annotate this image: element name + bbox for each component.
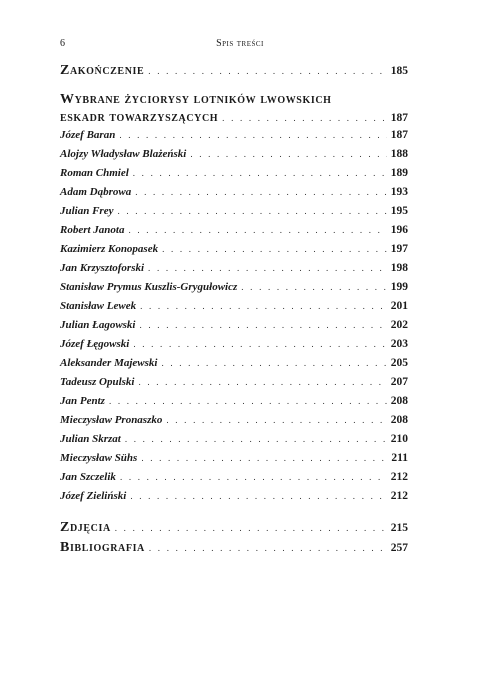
toc-entry [60, 167, 408, 179]
leader-dots [109, 396, 387, 406]
toc-entry-bibliografia [60, 540, 408, 556]
toc-entry-zakonczenie [60, 63, 408, 79]
entry-name: Józef Łęgowski [60, 338, 130, 350]
page-number: 6 [60, 38, 65, 49]
toc-page-number: 187 [390, 112, 408, 124]
leader-dots [119, 130, 386, 140]
leader-dots [117, 206, 386, 216]
toc-entry [60, 471, 408, 483]
running-title: Spis treści [216, 38, 264, 49]
toc-page-number: 205 [390, 357, 408, 369]
entry-name: Jan Krzysztoforski [60, 262, 145, 274]
entry-name: Stanisław Prymus Kuszlis-Grygułowicz [60, 281, 238, 293]
leader-dots [133, 168, 387, 178]
leader-dots [148, 263, 387, 273]
toc-page-number: 198 [390, 262, 408, 274]
toc-entry-title: Zdjęcia [60, 520, 111, 535]
toc-page-number: 201 [390, 300, 408, 312]
entry-name: Tadeusz Opulski [60, 376, 135, 388]
leader-dots [128, 225, 386, 235]
toc-page-number: 208 [390, 395, 408, 407]
entry-name: Julian Skrzat [60, 433, 121, 445]
toc-entry [60, 395, 408, 407]
toc-page-number: 187 [390, 129, 408, 141]
toc-page-number: 207 [390, 376, 408, 388]
entry-name: Aleksander Majewski [60, 357, 158, 369]
toc-page-number: 257 [390, 542, 408, 554]
leader-dots [166, 415, 386, 425]
toc-page-number: 208 [390, 414, 408, 426]
toc-entry [60, 224, 408, 236]
leader-dots [125, 434, 387, 444]
toc-page-number: 211 [391, 452, 408, 464]
toc-entry [60, 262, 408, 274]
toc-page-number: 215 [390, 522, 408, 534]
toc-entry [60, 129, 408, 141]
toc-page-number: 188 [390, 148, 408, 160]
entry-name: Mieczysław Pronaszko [60, 414, 163, 426]
entry-name: Julian Frey [60, 205, 114, 217]
entry-name: Jan Pentz [60, 395, 105, 407]
leader-dots [135, 187, 387, 197]
entry-name: Józef Zieliński [60, 490, 127, 502]
leader-dots [133, 339, 386, 349]
leader-dots [148, 66, 386, 76]
toc-page-number: 197 [390, 243, 408, 255]
leader-dots [130, 491, 386, 501]
entry-name: Robert Janota [60, 224, 125, 236]
leader-dots [241, 282, 386, 292]
entry-name: Alojzy Władysław Blażeński [60, 148, 187, 160]
toc-page-number: 202 [390, 319, 408, 331]
toc-page-number: 203 [390, 338, 408, 350]
toc-entry [60, 357, 408, 369]
leader-dots [140, 301, 387, 311]
leader-dots [120, 472, 387, 482]
toc-entry [60, 300, 408, 312]
leader-dots [162, 244, 387, 254]
leader-dots [149, 543, 387, 553]
toc-entry [60, 281, 408, 293]
page-header [60, 38, 420, 52]
toc-page-number: 185 [390, 65, 408, 77]
leader-dots [161, 358, 386, 368]
toc-entry [60, 433, 408, 445]
toc-page-number: 212 [390, 471, 408, 483]
toc-entry-title: Zakończenie [60, 63, 145, 78]
section-title-row [60, 110, 408, 126]
toc-page-number: 193 [390, 186, 408, 198]
toc-page-number: 196 [390, 224, 408, 236]
toc-entry [60, 243, 408, 255]
toc-entry [60, 452, 408, 464]
section-title-line1: Wybrane życiorysy lotników lwowskich [60, 92, 332, 107]
leader-dots [115, 523, 387, 533]
entry-name: Julian Łagowski [60, 319, 136, 331]
leader-dots [141, 453, 387, 463]
entry-name: Mieczysław Sühs [60, 452, 138, 464]
toc-entry [60, 338, 408, 350]
entry-name: Kazimierz Konopasek [60, 243, 159, 255]
leader-dots [222, 113, 387, 123]
entry-name: Roman Chmiel [60, 167, 129, 179]
toc-entry-title: Bibliografia [60, 540, 145, 555]
entry-name: Stanisław Lewek [60, 300, 137, 312]
toc-page-number: 189 [390, 167, 408, 179]
toc-entry-zdjecia [60, 520, 408, 536]
toc-entry [60, 186, 408, 198]
entry-name: Józef Baran [60, 129, 116, 141]
toc-entry [60, 414, 408, 426]
section-title-line2: eskadr towarzyszących [60, 110, 219, 125]
toc-entry [60, 205, 408, 217]
leader-dots [140, 320, 387, 330]
toc-section-biographies [60, 92, 408, 124]
entry-name: Jan Szczelik [60, 471, 116, 483]
toc-page-number: 195 [390, 205, 408, 217]
toc-page-number: 210 [390, 433, 408, 445]
toc-entry [60, 319, 408, 331]
toc-entry [60, 148, 408, 160]
toc-entry [60, 376, 408, 388]
toc-entry [60, 490, 408, 502]
toc-page-number: 199 [390, 281, 408, 293]
entry-name: Adam Dąbrowa [60, 186, 132, 198]
leader-dots [190, 149, 386, 159]
toc-page-number: 212 [390, 490, 408, 502]
leader-dots [138, 377, 386, 387]
